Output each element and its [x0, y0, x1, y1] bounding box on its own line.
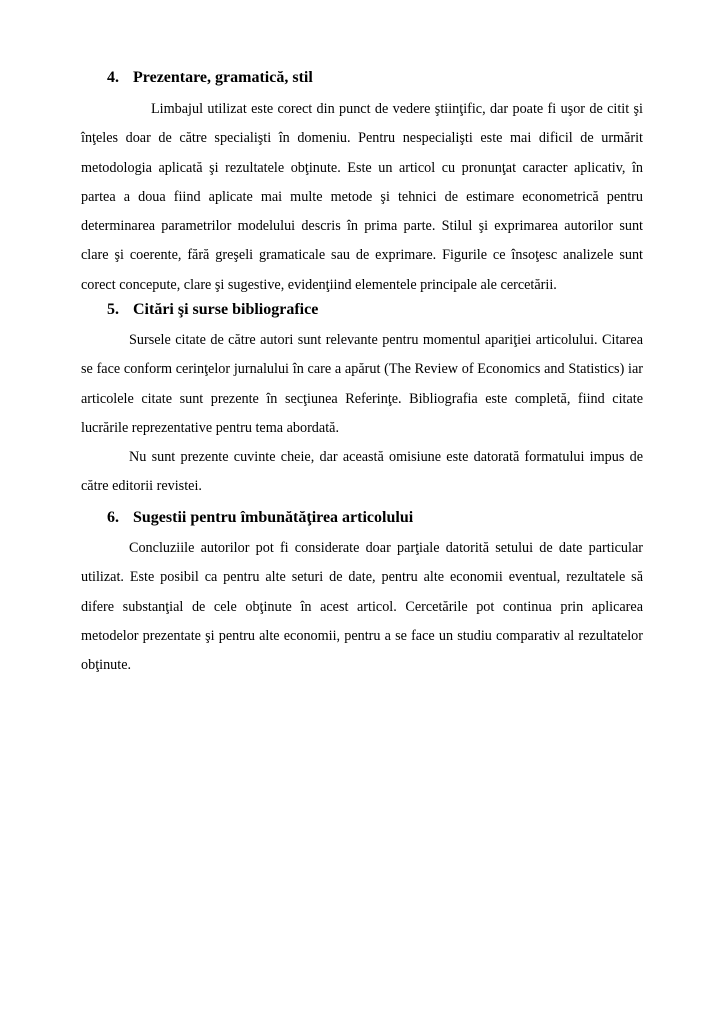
- section-presentation-grammar-style: [81, 68, 643, 300]
- section-improvement-suggestions: [81, 508, 643, 680]
- section-paragraph: Nu sunt prezente cuvinte cheie, dar această omisiune este datorată formatului impus de către editorii revistei.: [81, 449, 643, 495]
- section-title: Prezentare, gramatică, stil: [133, 69, 313, 86]
- section-heading: [81, 300, 643, 320]
- section-paragraph: Limbajul utilizat este corect din punct de vedere ştiinţific, dar poate fi uşor de citit şi înţeles doar de către specialişti în domeniu. Pentru nespecialişti este mai dificil de urmărit metodologia aplicată şi rezultatele obţinute. Este un articol cu pronunţat caracter aplicativ, în partea a doua fiind aplicate mai multe metode şi tehnici de estimare econometrică pentru determinarea parametrilor modelului descris în prima parte. Stilul şi exprimarea autorilor sunt clare şi coerente, fără greşeli gramaticale sau de exprimare. Figurile ce însoţesc analizele sunt corect concepute, clare şi sugestive, evidenţiind elementele principale ale cercetării.: [81, 101, 643, 293]
- section-number: 4.: [107, 69, 119, 86]
- section-paragraph: Concluziile autorilor pot fi considerate doar parţiale datorită setului de date particular utilizat. Este posibil ca pentru alte seturi de date, pentru alte economii eventual, rezultatele să difere substanţial de cele obţinute în acest articol. Cercetările pot continua prin aplicarea metodelor prezentate şi pentru alte economii, pentru a se face un studiu comparativ al rezultatelor obţinute.: [81, 540, 643, 674]
- section-heading: [81, 508, 643, 528]
- section-title: Sugestii pentru îmbunătăţirea articolului: [133, 509, 414, 526]
- section-paragraph: Sursele citate de către autori sunt relevante pentru momentul apariţiei articolului. Citarea se face conform cerinţelor jurnalului în care a apărut (The Review of Economics and Statistics) iar articolele citate sunt prezente în secţiunea Referinţe. Bibliografia este completă, fiind citate lucrările reprezentative pentru tema abordată.: [81, 332, 643, 436]
- section-number: 6.: [107, 509, 119, 526]
- section-citations-bibliography: [81, 300, 643, 502]
- section-heading: [81, 68, 643, 88]
- section-title: Citări şi surse bibliografice: [133, 301, 319, 318]
- section-number: 5.: [107, 301, 119, 318]
